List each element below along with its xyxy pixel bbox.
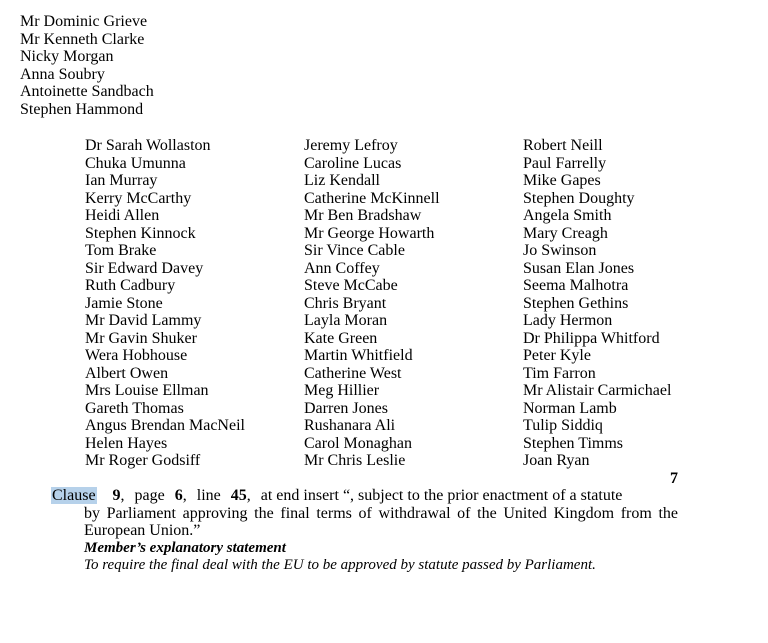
supporter-name: Paul Farrelly: [523, 154, 607, 172]
supporter-name: Heidi Allen: [85, 207, 160, 224]
lead-name: Mr Kenneth Clarke: [20, 30, 145, 48]
line-number: 45: [230, 487, 247, 504]
supporter-name: Jeremy Lefroy: [304, 137, 398, 154]
supporter-name: Jamie Stone: [85, 294, 163, 312]
lead-name: Antoinette Sandbach: [20, 83, 154, 100]
supporter-name: Liz Kendall: [304, 172, 380, 189]
lead-name: Anna Soubry: [20, 65, 105, 83]
supporter-name: Jo Swinson: [523, 242, 597, 259]
supporter-name: Mary Creagh: [523, 224, 608, 242]
supporter-name: Mr Roger Godsiff: [85, 452, 201, 469]
clause-number: 9: [112, 487, 121, 504]
page-label: page: [134, 487, 165, 504]
supporter-name: Stephen Doughty: [523, 189, 635, 207]
supporters-column-3: [523, 137, 671, 470]
supporter-name: Mr George Howarth: [304, 224, 435, 242]
supporter-name: Layla Moran: [304, 312, 388, 329]
lead-sponsors: [20, 13, 154, 118]
supporter-name: Angela Smith: [523, 207, 612, 224]
supporter-name: Ian Murray: [85, 172, 158, 189]
supporter-name: Albert Owen: [85, 364, 169, 382]
supporter-name: Carol Monaghan: [304, 434, 412, 452]
supporter-name: Ruth Cadbury: [85, 277, 176, 294]
supporter-name: Kate Green: [304, 329, 378, 347]
supporter-name: Mr Alistair Carmichael: [523, 382, 672, 399]
supporters-column-1: [85, 137, 245, 470]
amendment-line-1: Clause 9, page 6, line 45, at end insert “, subject to the prior enactment of a statute: [52, 487, 623, 504]
supporter-name: Norman Lamb: [523, 399, 617, 417]
supporter-name: Catherine McKinnell: [304, 189, 440, 207]
supporter-name: Sir Edward Davey: [85, 259, 204, 277]
clause-label[interactable]: Clause: [52, 487, 96, 504]
supporter-name: Mrs Louise Ellman: [85, 382, 209, 399]
supporter-name: Helen Hayes: [85, 434, 168, 452]
supporter-name: Rushanara Ali: [304, 417, 396, 434]
supporter-name: Seema Malhotra: [523, 277, 629, 294]
supporter-name: Chuka Umunna: [85, 154, 186, 172]
supporter-name: Susan Elan Jones: [523, 259, 635, 277]
supporter-name: Tulip Siddiq: [523, 417, 603, 434]
lead-name: Mr Dominic Grieve: [20, 13, 148, 30]
supporter-name: Mr Gavin Shuker: [85, 329, 197, 347]
amendment-text: [51, 487, 678, 540]
supporter-name: Caroline Lucas: [304, 154, 402, 172]
supporter-name: Peter Kyle: [523, 347, 591, 364]
supporter-name: Tim Farron: [523, 364, 596, 382]
supporter-name: Catherine West: [304, 364, 402, 382]
supporters-column-2: [304, 137, 440, 470]
supporter-name: Sir Vince Cable: [304, 242, 405, 259]
explanatory-statement-title: Member’s explanatory statement: [84, 540, 286, 556]
supporter-name: Kerry McCarthy: [85, 189, 192, 207]
lead-name: Stephen Hammond: [20, 100, 144, 118]
supporter-name: Steve McCabe: [304, 277, 398, 294]
amendment-number: 7: [670, 470, 678, 487]
lead-name: Nicky Morgan: [20, 48, 114, 65]
supporter-name: Mike Gapes: [523, 172, 601, 189]
supporter-name: Wera Hobhouse: [85, 347, 188, 364]
supporter-name: Tom Brake: [85, 242, 157, 259]
supporter-name: Darren Jones: [304, 399, 388, 417]
explanatory-statement-text: To require the final deal with the EU to be approved by statute passed by Parliament.: [84, 557, 596, 573]
amendment-insert-text: at end insert “, subject to the prior enactment of a statute: [260, 487, 623, 504]
supporter-name: Stephen Gethins: [523, 294, 629, 312]
amendment-continuation: by Parliament approving the final terms of withdrawal of the United Kingdom from the European Union.”: [84, 504, 678, 539]
supporter-name: Robert Neill: [523, 137, 603, 154]
supporter-name: Angus Brendan MacNeil: [85, 417, 245, 434]
supporter-name: Stephen Timms: [523, 434, 624, 452]
supporter-name: Mr Ben Bradshaw: [304, 207, 422, 224]
supporter-name: Gareth Thomas: [85, 399, 184, 417]
supporter-name: Dr Sarah Wollaston: [85, 137, 211, 154]
supporter-name: Stephen Kinnock: [85, 224, 196, 242]
supporter-name: Ann Coffey: [304, 259, 380, 277]
supporter-name: Lady Hermon: [523, 312, 613, 329]
supporter-name: Mr Chris Leslie: [304, 452, 406, 469]
line-label: line: [196, 487, 221, 504]
supporter-name: Dr Philippa Whitford: [523, 329, 660, 347]
supporter-name: Mr David Lammy: [85, 312, 202, 329]
supporter-name: Chris Bryant: [304, 294, 387, 312]
supporter-name: Martin Whitfield: [304, 347, 413, 364]
supporter-name: Meg Hillier: [304, 382, 380, 399]
supporter-name: Joan Ryan: [523, 452, 590, 469]
page-number: 6: [174, 487, 183, 504]
